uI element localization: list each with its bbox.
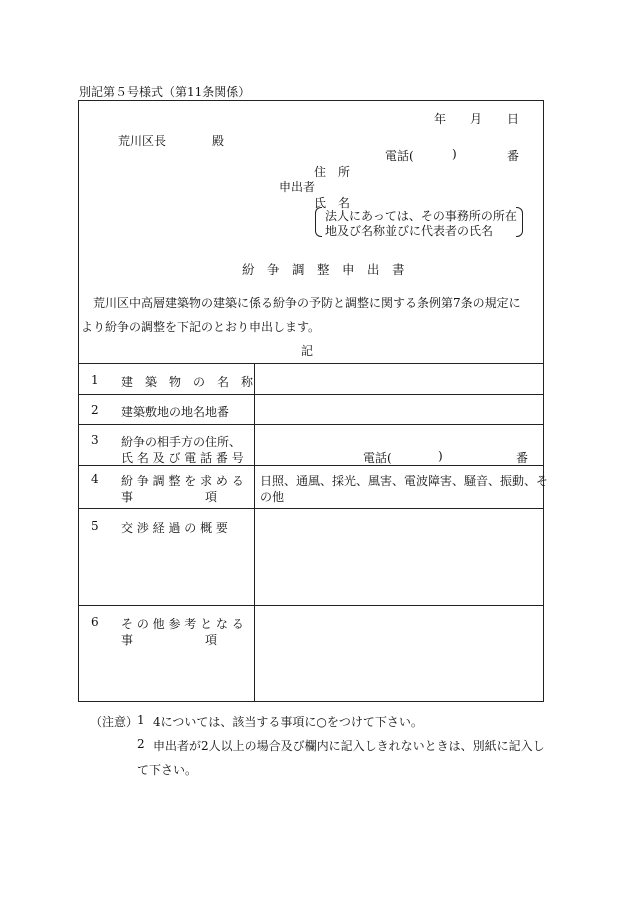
date-year-label: 年	[434, 112, 447, 126]
note-2-text-line-2: て下さい。	[137, 763, 198, 777]
row-label: 紛争の相手方の住所、	[121, 435, 242, 449]
applicant-name-label: 氏 名	[314, 196, 351, 210]
row-label: 交 渉 経 過 の 概 要	[121, 521, 228, 535]
row-label: 氏 名 及 び 電 話 番 号	[121, 451, 244, 465]
table-top-border	[79, 363, 543, 364]
note-2-number: 2	[137, 737, 145, 751]
row-label: 事 項	[121, 490, 218, 504]
row-divider	[79, 508, 543, 509]
row3-phone-suffix: 番	[516, 451, 529, 465]
row-label: 紛 争 調 整 を 求 め る	[121, 474, 244, 488]
form-label: 別記第５号様式（第11条関係）	[79, 85, 251, 99]
row-label: 建 築 物 の 名 称	[121, 375, 254, 389]
corporation-note-bracket	[315, 207, 523, 237]
body-text-line-1: 荒川区中高層建築物の建築に係る紛争の予防と調整に関する条例第7条の規定に	[93, 296, 521, 310]
row-label: そ の 他 参 考 と な る	[121, 617, 244, 631]
date-day-label: 日	[507, 112, 520, 126]
row3-phone-label: 電話(	[363, 451, 392, 465]
note-1-text: 4については、該当する事項に○をつけて下さい。	[153, 715, 423, 729]
row3-phone-close: )	[438, 449, 443, 463]
applicant-phone-suffix: 番	[507, 149, 520, 163]
application-form-frame	[78, 100, 549, 702]
row-label: 事 項	[121, 633, 218, 647]
applicant-label: 申出者	[279, 180, 316, 194]
row-divider	[79, 424, 543, 425]
row4-value-line-1: 日照、通風、採光、風害、電波障害、騒音、振動、そ	[260, 474, 549, 488]
row-number: 3	[91, 433, 99, 447]
date-month-label: 月	[470, 112, 483, 126]
notes-label: （注意）	[90, 715, 139, 729]
addressee-honorific: 殿	[212, 134, 225, 148]
note-1-number: 1	[137, 713, 145, 727]
corporation-note-line-1: 法人にあっては、その事務所の所在	[325, 209, 517, 223]
addressee-name: 荒川区長	[118, 134, 167, 148]
column-divider	[254, 363, 255, 701]
row-divider	[79, 394, 543, 395]
applicant-phone-close: )	[452, 147, 457, 161]
row-divider	[79, 605, 543, 606]
row-number: 4	[91, 472, 99, 486]
row-label: 建築敷地の地名地番	[121, 405, 230, 419]
row-number: 5	[91, 519, 99, 533]
row-number: 2	[91, 403, 99, 417]
document-title: 紛 争 調 整 申 出 書	[242, 262, 405, 277]
corporation-note-line-2: 地及び名称並びに代表者の氏名	[325, 224, 494, 238]
note-2-text-line-1: 申出者が2人以上の場合及び欄内に記入しきれないときは、別紙に記入し	[153, 739, 545, 753]
applicant-phone-label: 電話(	[385, 149, 414, 163]
applicant-address-label: 住 所	[314, 165, 351, 179]
row4-value-line-2: の他	[260, 490, 285, 504]
ki-marker: 記	[301, 344, 314, 358]
body-text-line-2: より紛争の調整を下記のとおり申出します。	[81, 320, 321, 334]
row-number: 6	[91, 615, 99, 629]
row-number: 1	[91, 373, 99, 387]
